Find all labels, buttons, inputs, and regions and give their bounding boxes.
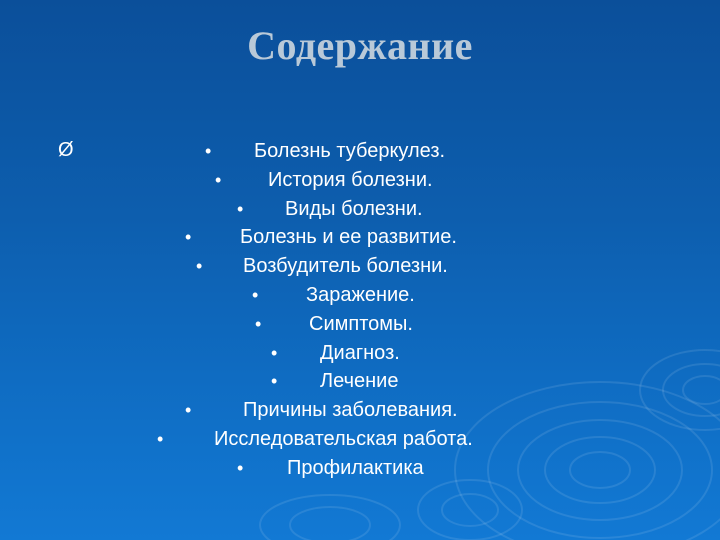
list-item bbox=[0, 367, 720, 396]
list-item-text: Диагноз. bbox=[320, 341, 400, 364]
bullet-icon: • bbox=[205, 141, 212, 161]
list-item-text: Возбудитель болезни. bbox=[243, 255, 448, 278]
list-item bbox=[0, 454, 720, 483]
list-item bbox=[0, 252, 720, 281]
list-item-text: Виды болезни. bbox=[285, 197, 423, 220]
list-item bbox=[0, 137, 720, 166]
bullet-icon: • bbox=[196, 256, 203, 277]
bullet-icon: • bbox=[271, 342, 278, 363]
bullet-icon: • bbox=[185, 227, 192, 248]
contents-list bbox=[0, 137, 720, 483]
list-item-text: Болезнь туберкулез. bbox=[254, 140, 446, 162]
list-item bbox=[0, 195, 720, 224]
bullet-icon: • bbox=[237, 198, 244, 219]
list-item bbox=[0, 166, 720, 195]
list-item-text: Причины заболевания. bbox=[243, 399, 458, 422]
list-item bbox=[0, 396, 720, 425]
bullet-icon: • bbox=[255, 313, 262, 334]
list-item-text: Симптомы. bbox=[309, 312, 413, 335]
bullet-icon: • bbox=[185, 400, 192, 421]
list-item-text: Профилактика bbox=[287, 456, 424, 479]
bullet-icon: • bbox=[237, 457, 244, 478]
list-item bbox=[0, 339, 720, 368]
bullet-icon: • bbox=[215, 169, 222, 190]
list-item bbox=[0, 281, 720, 310]
list-item bbox=[0, 223, 720, 252]
slide-title: Содержание bbox=[247, 23, 473, 68]
list-item-text: Лечение bbox=[320, 370, 399, 393]
list-item-text: Болезнь и ее развитие. bbox=[240, 226, 457, 249]
bullet-icon: • bbox=[252, 284, 259, 305]
list-item-text: История болезни. bbox=[268, 168, 433, 191]
list-item-text: Исследовательская работа. bbox=[214, 427, 473, 450]
bullet-icon: • bbox=[157, 428, 164, 449]
list-item-text: Заражение. bbox=[306, 283, 415, 306]
bullet-icon: • bbox=[271, 371, 278, 392]
list-item bbox=[0, 310, 720, 339]
arrow-bullet-icon: Ø bbox=[58, 139, 74, 161]
list-item bbox=[0, 425, 720, 454]
